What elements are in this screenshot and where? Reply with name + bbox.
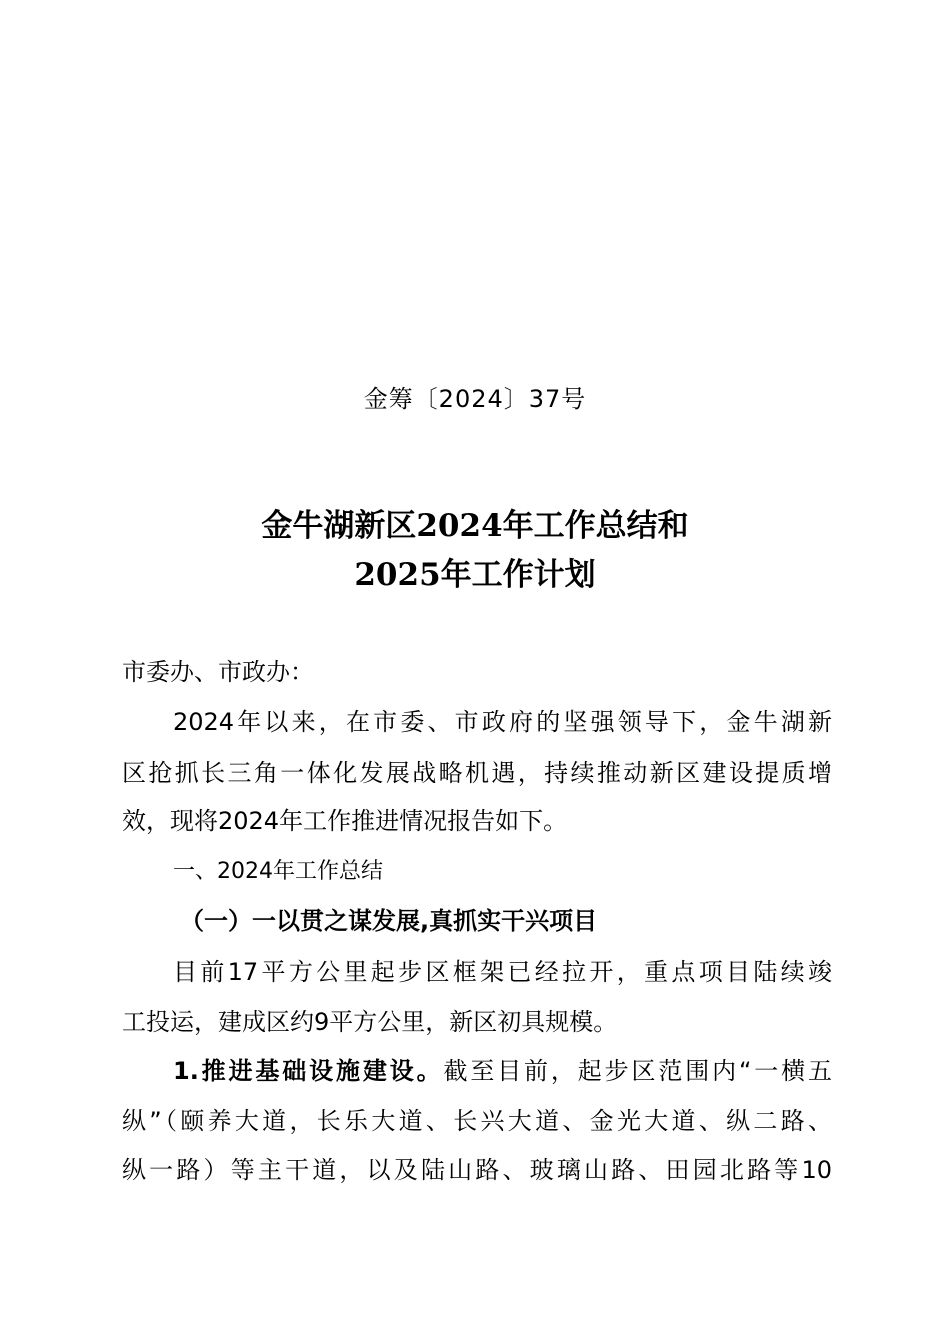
item-lead: 1.推进基础设施建设。	[173, 1057, 444, 1085]
item-paragraph-line: 纵一路）等主干道，以及陆山路、玻璃山路、田园北路等10	[122, 1156, 832, 1184]
section-heading: 一、2024年工作总结	[173, 859, 383, 884]
document-title-line-2: 2025年工作计划	[354, 557, 596, 593]
document-number: 金筹〔2024〕37号	[363, 385, 587, 413]
intro-paragraph-line: 区抢抓长三角一体化发展战略机遇，持续推动新区建设提质增	[122, 759, 832, 787]
item-paragraph-line: 纵”（颐养大道，长乐大道、长兴大道、金光大道、纵二路、	[122, 1107, 832, 1135]
subsection-heading: （一）一以贯之谋发展,真抓实干兴项目	[180, 907, 598, 935]
subsection-paragraph-line: 目前17平方公里起步区框架已经拉开，重点项目陆续竣	[173, 958, 832, 986]
document-title-line-1: 金牛湖新区2024年工作总结和	[261, 508, 689, 544]
item-text: 截至目前，起步区范围内“一横五	[443, 1057, 832, 1085]
item-paragraph-line	[173, 1054, 832, 1088]
recipient-line: 市委办、市政办：	[122, 658, 314, 686]
intro-paragraph-line: 效，现将2024年工作推进情况报告如下。	[122, 807, 568, 835]
intro-paragraph-line: 2024年以来，在市委、市政府的坚强领导下，金牛湖新	[173, 708, 832, 736]
subsection-paragraph-line: 工投运，建成区约9平方公里，新区初具规模。	[122, 1008, 618, 1036]
